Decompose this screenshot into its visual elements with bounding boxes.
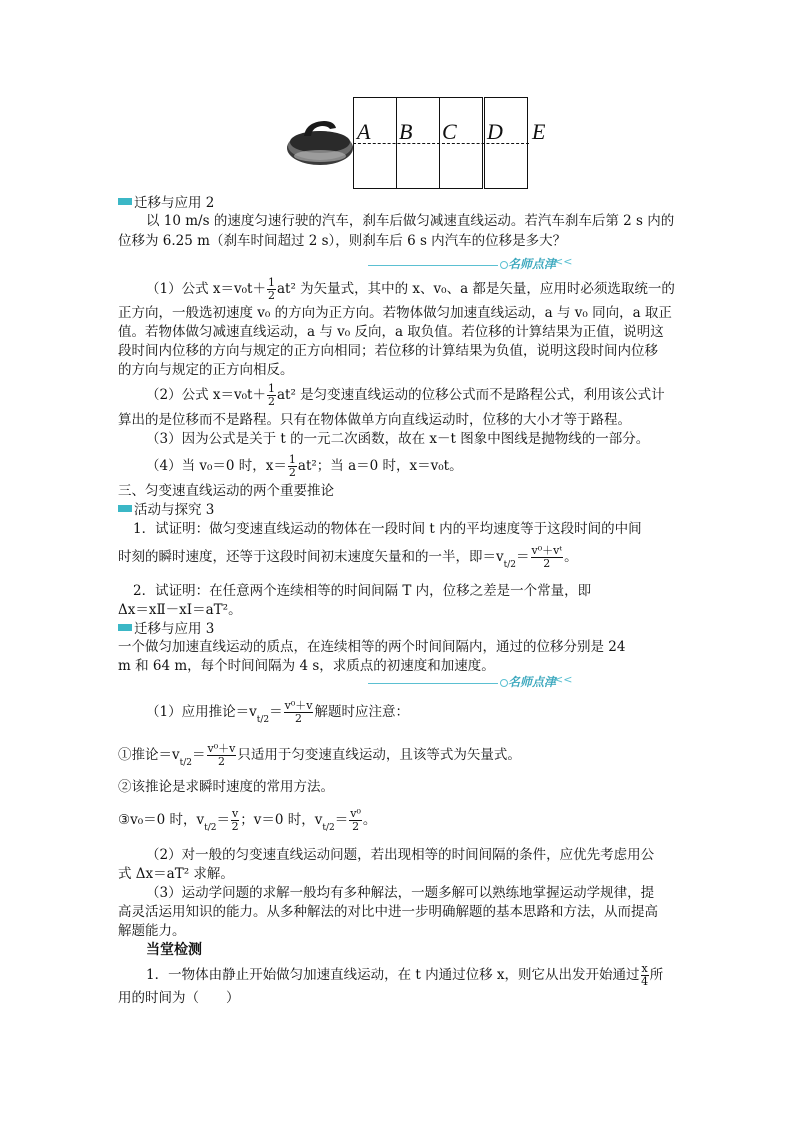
point-a-label: A [357, 119, 371, 144]
section-heading-activity-3: 活动与探究 3 [118, 500, 678, 520]
double-chevron-icon: << [554, 673, 573, 686]
question-text: 用的时间为（ ） [118, 990, 240, 1006]
note-paragraph: （2）公式 x＝v₀t＋ $\frac{1}{2}$ at² 是匀变速直线运动的位移公式而不是路程公式，利用该公式计 [146, 382, 665, 408]
note-paragraph: （1）应用推论$=v_{t/2}=$ $\frac{\text{v⁰＋v}}{2}$ 解题时应注意： [146, 699, 409, 725]
note-dot-icon [500, 261, 508, 269]
fraction: $\frac{\text{v⁰＋v}}{2}$ [284, 699, 313, 725]
note-paragraph: （2）对一般的匀变速直线运动问题，若出现相等的时间间隔的条件，应优先考虑用公 [146, 847, 655, 863]
question-text: 2．试证明：在任意两个连续相等的时间间隔 T 内，位移之差是一个常量，即 [133, 583, 592, 599]
note-paragraph: 段时间内位移的方向与规定的正方向相同；若位移的计算结果为负值，说明这段时间内位移 [118, 343, 658, 359]
point-e-label: E [532, 119, 546, 144]
question-text: 1．试证明：做匀变速直线运动的物体在一段时间 t 内的平均速度等于这段时间的中间 [133, 521, 642, 537]
section-heading-transfer-2: 迁移与应用 2 [118, 193, 678, 213]
problem-text: 一个做匀加速直线运动的质点，在连续相等的两个时间间隔内，通过的位移分别是 24 [118, 639, 626, 655]
note-paragraph: （3）因为公式是关于 t 的一元二次函数，故在 x－t 图象中图线是抛物线的一部分。 [146, 431, 650, 447]
point-b-label: B [399, 119, 413, 144]
section-marker-icon [118, 198, 132, 205]
double-chevron-icon: << [554, 255, 573, 268]
section-title: 三、匀变速直线运动的两个重要推论 [118, 483, 334, 499]
section-heading-transfer-3: 迁移与应用 3 [118, 619, 678, 639]
note-dot-icon [500, 679, 508, 687]
question-text: 时刻的瞬时速度，还等于这段时间初末速度矢量和的一半，即$=v_{t/2}=$ $\frac{\text{v⁰＋vᵗ}}{2}$ 。 [118, 544, 578, 570]
fraction: $\frac{x}{4}$ [641, 962, 649, 988]
teacher-note-banner: 名师点津 << [368, 676, 576, 690]
note-paragraph: （1）公式 x＝v₀t＋ $\frac{1}{2}$ at² 为矢量式，其中的 x、v₀、a 都是矢量，应用时必须选取统一的 [146, 276, 675, 302]
fraction: $\frac{\text{v⁰＋v}}{2}$ [207, 742, 236, 768]
curling-stone-image [284, 112, 356, 168]
problem-text: 位移为 6.25 m（刹车时间超过 2 s），则刹车后 6 s 内汽车的位移是多大？ [118, 233, 567, 249]
note-paragraph: （3）运动学问题的求解一般均有多种解法，一题多解可以熟练地掌握运动学规律，提 [146, 885, 655, 901]
question-text: 1．一物体由静止开始做匀加速直线运动，在 t 内通过位移 x，则它从出发开始通过 $\frac{x}{4}$ 所 [146, 962, 664, 988]
note-item: ③v₀＝0 时，$v_{t/2}=$ $\frac{v}{2}$ ；v＝0 时，$v_{t/2}=$ $\frac{\text{v⁰}}{2}$ 。 [118, 807, 377, 833]
note-paragraph: （4）当 v₀＝0 时，x＝ $\frac{1}{2}$ at²；当 a＝0 时，x＝v₀t。 [146, 453, 463, 479]
point-c-label: C [442, 119, 457, 144]
note-paragraph: 值。若物体做匀减速直线运动，a 与 v₀ 反向，a 取负值。若位移的计算结果为正值，说明这 [118, 324, 664, 340]
formula: Δx＝xⅡ－xⅠ＝aT²。 [118, 602, 242, 618]
point-d-label: D [487, 119, 503, 144]
note-paragraph: 正方向，一般选初速度 v₀ 的方向为正方向。若物体做匀加速直线运动，a 与 v₀ 同向，a 取正 [118, 305, 672, 321]
note-item: ②该推论是求瞬时速度的常用方法。 [118, 779, 334, 795]
fraction: $\frac{1}{2}$ [267, 382, 275, 408]
note-paragraph: 解题能力。 [118, 923, 186, 939]
note-item: ①推论$=v_{t/2}=$ $\frac{\text{v⁰＋v}}{2}$ 只适用于匀变速直线运动，且该等式为矢量式。 [118, 742, 521, 768]
problem-text: m 和 64 m，每个时间间隔为 4 s，求质点的初速度和加速度。 [118, 658, 495, 674]
fraction: $\frac{\text{v⁰}}{2}$ [350, 807, 361, 833]
note-paragraph: 高灵活运用知识的能力。从多种解法的对比中进一步明确解题的基本思路和方法，从而提高 [118, 904, 658, 920]
fraction: $\frac{\text{v⁰＋vᵗ}}{2}$ [531, 544, 563, 570]
section-marker-icon [118, 505, 132, 512]
fraction: $\frac{v}{2}$ [231, 807, 239, 833]
note-paragraph: 式 Δx＝aT² 求解。 [118, 866, 234, 882]
note-paragraph: 的方向与规定的正方向相反。 [118, 362, 294, 378]
fraction: $\frac{1}{2}$ [288, 453, 296, 479]
problem-text: 以 10 m/s 的速度匀速行驶的汽车，刹车后做匀减速直线运动。若汽车刹车后第 2 s 内的 [146, 213, 675, 229]
section-marker-icon [118, 624, 132, 631]
note-paragraph: 算出的是位移而不是路程。只有在物体做单方向直线运动时，位移的大小才等于路程。 [118, 412, 631, 428]
fraction: $\frac{1}{2}$ [267, 276, 275, 302]
section-title-in-class-test: 当堂检测 [146, 942, 202, 958]
teacher-note-banner: 名师点津 << [368, 258, 576, 272]
